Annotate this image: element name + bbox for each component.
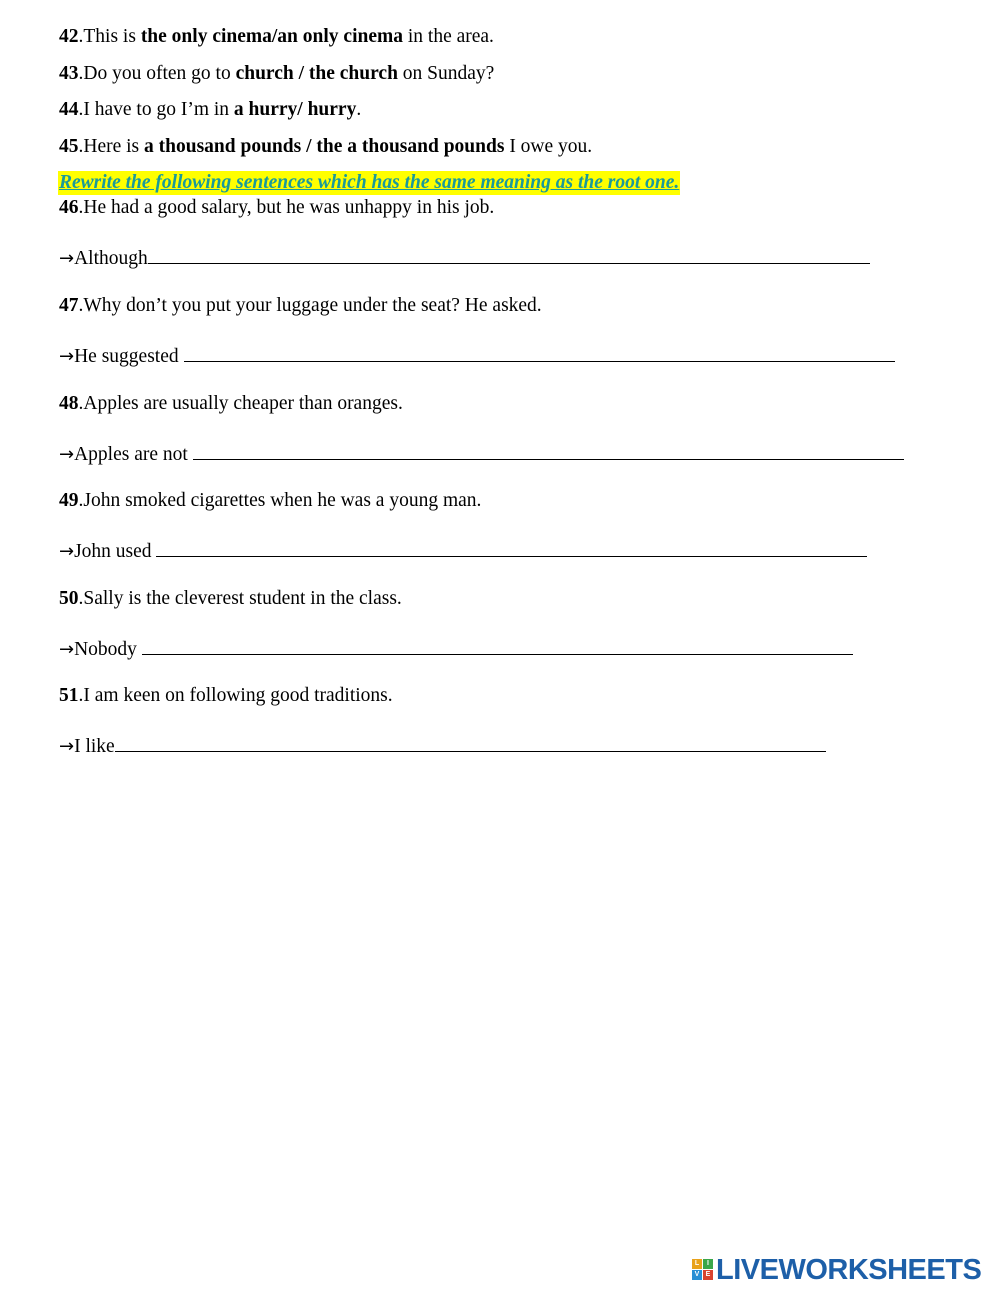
question-43: 43.Do you often go to church / the church on Sunday? (59, 63, 495, 84)
answer-46: →Although (59, 245, 870, 271)
question-48: 48.Apples are usually cheaper than oranges. (59, 393, 403, 414)
question-46: 46.He had a good salary, but he was unhappy in his job. (59, 197, 495, 218)
answer-blank-46[interactable] (148, 245, 870, 264)
arrow-icon: → (59, 736, 75, 757)
answer-blank-48[interactable] (193, 441, 904, 460)
answer-51: →I like (59, 733, 826, 759)
answer-blank-47[interactable] (184, 343, 895, 362)
arrow-icon: → (59, 639, 75, 660)
question-47: 47.Why don’t you put your luggage under the seat? He asked. (59, 295, 542, 316)
liveworksheets-logo-text: LIVEWORKSHEETS (716, 1253, 982, 1286)
answer-47: →He suggested (59, 343, 895, 369)
liveworksheets-logo (692, 1254, 981, 1286)
instruction-heading: Rewrite the following sentences which has the same meaning as the root one. (59, 172, 680, 193)
question-45: 45.Here is a thousand pounds / the a thousand pounds I owe you. (59, 136, 593, 157)
arrow-icon: → (59, 248, 75, 269)
answer-49: →John used (59, 538, 867, 564)
answer-blank-49[interactable] (156, 538, 867, 557)
arrow-icon: → (59, 346, 75, 367)
question-44: 44.I have to go I’m in a hurry/ hurry. (59, 99, 362, 120)
answer-blank-51[interactable] (115, 733, 826, 752)
arrow-icon: → (59, 541, 75, 562)
question-50: 50.Sally is the cleverest student in the class. (59, 588, 402, 609)
question-42: 42.This is the only cinema/an only cinema in the area. (59, 26, 494, 47)
answer-50: →Nobody (59, 636, 853, 662)
question-51: 51.I am keen on following good traditions. (59, 685, 393, 706)
question-49: 49.John smoked cigarettes when he was a young man. (59, 490, 482, 511)
answer-blank-50[interactable] (142, 636, 853, 655)
arrow-icon: → (59, 444, 75, 465)
liveworksheets-logo-icon: L I V E (692, 1259, 714, 1281)
answer-48: →Apples are not (59, 441, 904, 467)
